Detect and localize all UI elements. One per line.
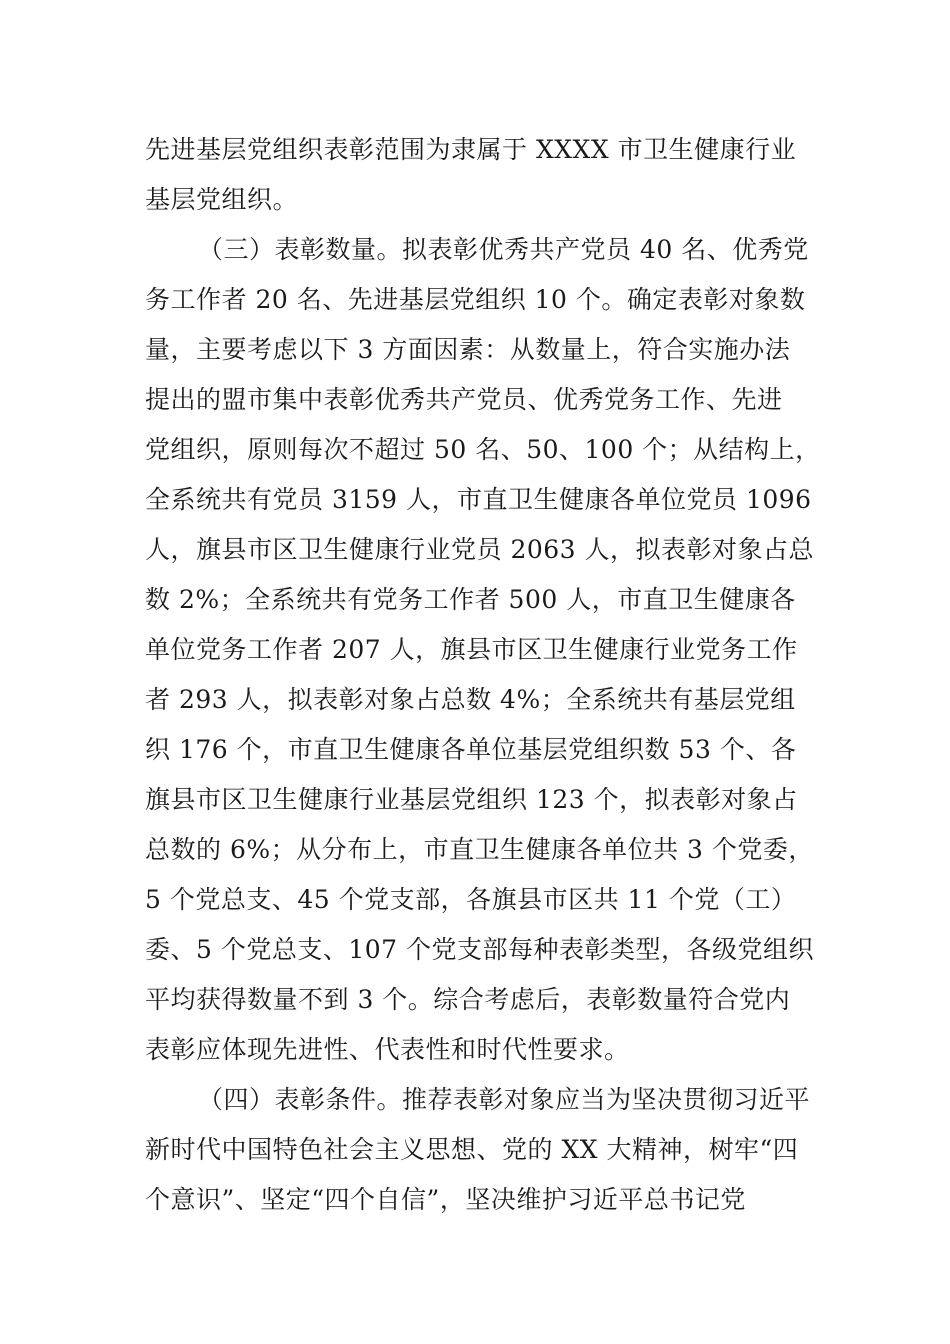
- text-line: 者 293 人，拟表彰对象占总数 4%；全系统共有基层党组: [145, 685, 796, 714]
- text-line: 党组织，原则每次不超过 50 名、50、100 个；从结构上，: [145, 435, 821, 464]
- text-line: 先进基层党组织表彰范围为隶属于 XXXX 市卫生健康行业: [145, 135, 797, 164]
- text-line: 全系统共有党员 3159 人，市直卫生健康各单位党员 1096: [145, 485, 812, 514]
- text-line: 个意识”、坚定“四个自信”，坚决维护习近平总书记党: [145, 1185, 746, 1214]
- text-line: （四）表彰条件。推荐表彰对象应当为坚决贯彻习近平: [198, 1085, 811, 1114]
- text-line: 务工作者 20 名、先进基层党组织 10 个。确定表彰对象数: [145, 285, 806, 314]
- text-line: 基层党组织。: [145, 185, 299, 214]
- text-line: 表彰应体现先进性、代表性和时代性要求。: [145, 1035, 630, 1064]
- text-line: 量，主要考虑以下 3 方面因素：从数量上，符合实施办法: [145, 335, 791, 364]
- text-line: 旗县市区卫生健康行业基层党组织 123 个，拟表彰对象占: [145, 785, 798, 814]
- text-line: 数 2%；全系统共有党务工作者 500 人，市直卫生健康各: [145, 585, 796, 614]
- text-line: 平均获得数量不到 3 个。综合考虑后，表彰数量符合党内: [145, 985, 791, 1014]
- text-line: 新时代中国特色社会主义思想、党的 XX 大精神，树牢“四: [145, 1135, 799, 1164]
- text-line: 5 个党总支、45 个党支部，各旗县市区共 11 个党（工）: [145, 885, 797, 914]
- text-line: 织 176 个，市直卫生健康各单位基层党组织数 53 个、各: [145, 735, 797, 764]
- text-line: 总数的 6%；从分布上，市直卫生健康各单位共 3 个党委，: [145, 835, 814, 864]
- text-line: （三）表彰数量。拟表彰优秀共产党员 40 名、优秀党: [198, 235, 809, 264]
- text-line: 提出的盟市集中表彰优秀共产党员、优秀党务工作、先进: [145, 385, 783, 414]
- text-line: 委、5 个党总支、107 个党支部每种表彰类型，各级党组织: [145, 935, 815, 964]
- text-line: 人，旗县市区卫生健康行业党员 2063 人，拟表彰对象占总: [145, 535, 815, 564]
- text-line: 单位党务工作者 207 人，旗县市区卫生健康行业党务工作: [145, 635, 798, 664]
